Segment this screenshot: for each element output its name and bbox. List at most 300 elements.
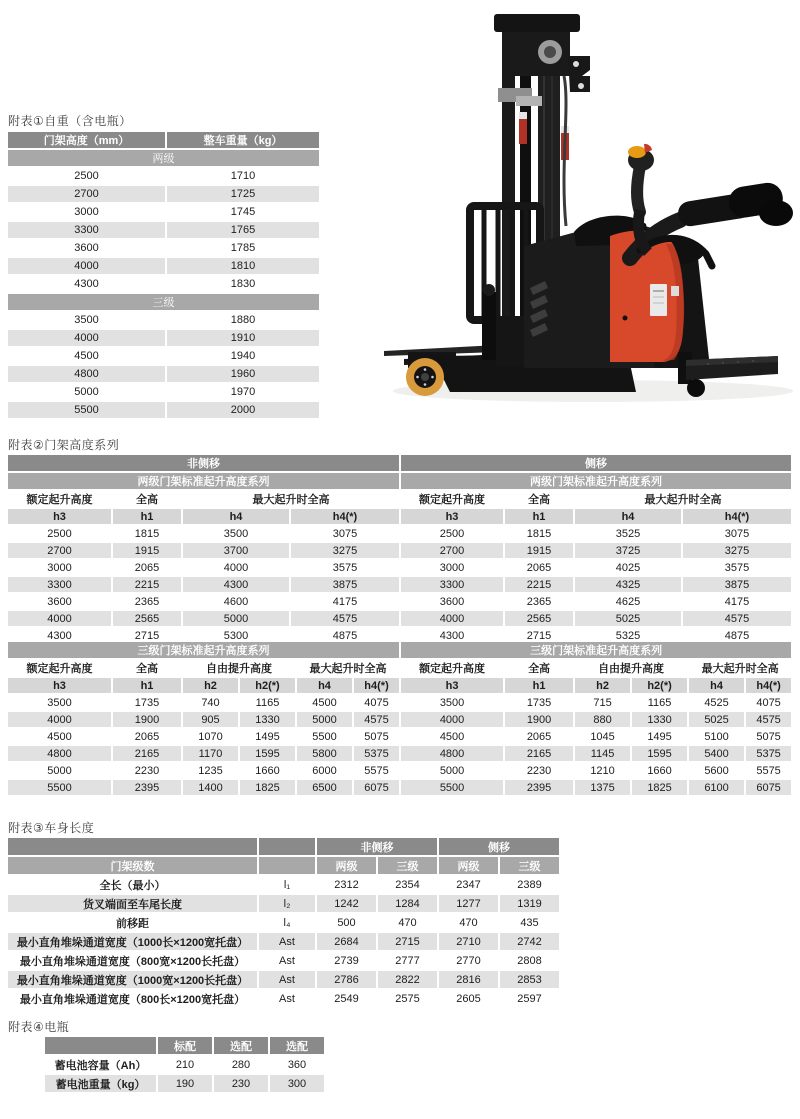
table-cell: 5025: [688, 711, 745, 728]
table-cell: 2575: [377, 989, 438, 1008]
table-cell: 1165: [631, 694, 688, 711]
col-header-row: [8, 490, 792, 508]
drive-wheel: [406, 358, 444, 396]
table-cell: 3300: [8, 576, 112, 593]
sub-header: h4(*): [682, 508, 792, 525]
sub-header: h2: [574, 677, 631, 694]
table-cell: 2700: [8, 542, 112, 559]
table-row: [8, 970, 560, 989]
table-cell: 2500: [400, 525, 504, 542]
table-cell: 2700: [8, 185, 166, 203]
group-header: 侧移: [438, 838, 560, 856]
table-cell: 1900: [504, 711, 574, 728]
table-cell: 最小直角堆垛通道宽度（800长×1200宽托盘）: [8, 989, 258, 1008]
table-cell: 1710: [166, 167, 320, 185]
table-cell: 2715: [504, 627, 574, 644]
table-cell: 2816: [438, 970, 499, 989]
col-header: 最大起升时全高: [688, 659, 792, 677]
sub-header: h4: [296, 677, 353, 694]
table-cell: 5300: [182, 627, 290, 644]
table-row: [8, 913, 560, 932]
table-cell: 1330: [631, 711, 688, 728]
table-cell: 4000: [8, 610, 112, 627]
series-header-row: [8, 472, 792, 490]
table-cell: 2777: [377, 951, 438, 970]
table-cell: 230: [213, 1074, 269, 1093]
table-cell: 1745: [166, 203, 320, 221]
table-cell: 1900: [112, 711, 182, 728]
table-cell: 货叉端面至车尾长度: [8, 894, 258, 913]
table-cell: 3000: [8, 203, 166, 221]
table-row: [8, 311, 320, 329]
table-cell: 3075: [682, 525, 792, 542]
table-cell: 2395: [504, 779, 574, 796]
col-header: 额定起升高度: [400, 659, 504, 677]
table-cell: 1915: [504, 542, 574, 559]
section-row: [8, 149, 320, 167]
table-row: [8, 525, 792, 542]
table-cell: 470: [377, 913, 438, 932]
sub-header: 两级: [316, 856, 377, 875]
table-cell: 2389: [499, 875, 560, 894]
sub-header-row: [8, 677, 792, 694]
sub-header: 三级: [377, 856, 438, 875]
section-label: 两级: [8, 149, 320, 167]
table-cell: 1660: [239, 762, 296, 779]
table-cell: 5000: [400, 762, 504, 779]
header-cell-empty: [258, 856, 316, 875]
table-cell: 5600: [688, 762, 745, 779]
table-row: [8, 559, 792, 576]
table-cell: 880: [574, 711, 631, 728]
table-cell: 5075: [745, 728, 792, 745]
table-cell: 1170: [182, 745, 239, 762]
col-header: 最大起升时全高: [574, 490, 792, 508]
table-cell: 4075: [745, 694, 792, 711]
table-row: [8, 593, 792, 610]
table-cell: 4000: [8, 257, 166, 275]
mast-height-title: 附表②门架高度系列: [8, 438, 120, 452]
sub-header: h3: [8, 508, 112, 525]
table-cell: 2822: [377, 970, 438, 989]
table-cell: 最小直角堆垛通道宽度（1000宽×1200长托盘）: [8, 970, 258, 989]
col-header: 全高: [112, 659, 182, 677]
table-cell: 3700: [182, 542, 290, 559]
table-row: [8, 711, 792, 728]
table-cell: 1242: [316, 894, 377, 913]
table-cell: 1375: [574, 779, 631, 796]
header-cell-empty: [45, 1037, 157, 1055]
table-cell: Ast: [258, 932, 316, 951]
table-cell: 4525: [688, 694, 745, 711]
body-length-table: [8, 838, 561, 1009]
sub-header: h4: [182, 508, 290, 525]
table-cell: 6500: [296, 779, 353, 796]
table-cell: 1595: [239, 745, 296, 762]
table-cell: 2739: [316, 951, 377, 970]
table-cell: 1970: [166, 383, 320, 401]
sub-header: h1: [112, 677, 182, 694]
series-header: 两级门架标准起升高度系列: [8, 472, 400, 490]
table-cell: Ast: [258, 989, 316, 1008]
table-cell: 2065: [112, 728, 182, 745]
table-cell: 2000: [166, 401, 320, 419]
table-cell: 5100: [688, 728, 745, 745]
table-cell: 5375: [353, 745, 400, 762]
table-cell: 6075: [745, 779, 792, 796]
table-cell: 3500: [182, 525, 290, 542]
table-cell: 4300: [8, 627, 112, 644]
table-row: [8, 762, 792, 779]
table-cell: 210: [157, 1055, 213, 1074]
table-cell: 4500: [8, 347, 166, 365]
table-cell: 4175: [290, 593, 400, 610]
table-row: [8, 894, 560, 913]
table-cell: 1235: [182, 762, 239, 779]
table-cell: 5500: [296, 728, 353, 745]
sub-header: h3: [400, 677, 504, 694]
table-cell: 4800: [8, 745, 112, 762]
table-cell: 2215: [112, 576, 182, 593]
table-cell: 1070: [182, 728, 239, 745]
table-cell: 2347: [438, 875, 499, 894]
table-cell: 4875: [290, 627, 400, 644]
table-cell: 1145: [574, 745, 631, 762]
table-row: [8, 542, 792, 559]
table-cell: 2565: [504, 610, 574, 627]
row-header: 门架级数: [8, 856, 258, 875]
table-cell: 5000: [8, 762, 112, 779]
table-cell: 6075: [353, 779, 400, 796]
table-cell: 2354: [377, 875, 438, 894]
table-row: [8, 610, 792, 627]
table-cell: 5500: [400, 779, 504, 796]
table-cell: 1400: [182, 779, 239, 796]
table-cell: 2742: [499, 932, 560, 951]
table-cell: 3525: [574, 525, 682, 542]
col-header-row: [8, 659, 792, 677]
table-cell: 5400: [688, 745, 745, 762]
table-cell: 1880: [166, 311, 320, 329]
table-cell: 1660: [631, 762, 688, 779]
table-cell: 4175: [682, 593, 792, 610]
table-cell: 4025: [574, 559, 682, 576]
table-cell: l₂: [258, 894, 316, 913]
table-cell: 3600: [8, 593, 112, 610]
table-cell: 3000: [8, 559, 112, 576]
sub-header: 两级: [438, 856, 499, 875]
col-header: 全高: [504, 659, 574, 677]
table-cell: 5325: [574, 627, 682, 644]
table-cell: 2549: [316, 989, 377, 1008]
table-cell: 2786: [316, 970, 377, 989]
table-row: [45, 1055, 325, 1074]
table-cell: 2597: [499, 989, 560, 1008]
sub-header: h3: [400, 508, 504, 525]
table-cell: 715: [574, 694, 631, 711]
table-cell: 3075: [290, 525, 400, 542]
table-cell: 1277: [438, 894, 499, 913]
table-cell: 4500: [400, 728, 504, 745]
table-cell: 1785: [166, 239, 320, 257]
table-cell: 1815: [112, 525, 182, 542]
table-cell: 4500: [296, 694, 353, 711]
col-header: 自由提升高度: [182, 659, 296, 677]
table-cell: 1330: [239, 711, 296, 728]
table-cell: 1165: [239, 694, 296, 711]
table-cell: 2500: [8, 525, 112, 542]
table-cell: 3875: [682, 576, 792, 593]
series-header: 三级门架标准起升高度系列: [8, 642, 400, 659]
table-cell: 5500: [8, 401, 166, 419]
table-row: [8, 694, 792, 711]
group-header: 侧移: [400, 455, 792, 472]
table-cell: 3575: [290, 559, 400, 576]
table-cell: 4800: [8, 365, 166, 383]
battery-table: [45, 1037, 326, 1094]
sub-header: 三级: [499, 856, 560, 875]
table-cell: Ast: [258, 951, 316, 970]
table-cell: 5075: [353, 728, 400, 745]
table-cell: 3500: [400, 694, 504, 711]
sub-header-row: [8, 508, 792, 525]
table-cell: 300: [269, 1074, 325, 1093]
table-cell: 2684: [316, 932, 377, 951]
table-cell: 4300: [182, 576, 290, 593]
col-header: 整车重量（kg）: [166, 132, 320, 149]
table-cell: 最小直角堆垛通道宽度（1000长×1200宽托盘）: [8, 932, 258, 951]
table-row: [8, 728, 792, 745]
table-cell: 280: [213, 1055, 269, 1074]
table-cell: 3575: [682, 559, 792, 576]
table-cell: 4000: [400, 610, 504, 627]
self-weight-title: 附表①自重（含电瓶）: [8, 114, 132, 128]
table-cell: 3275: [682, 542, 792, 559]
series-header: 三级门架标准起升高度系列: [400, 642, 792, 659]
table-cell: 1735: [112, 694, 182, 711]
table-row: [45, 1074, 325, 1093]
col-header: 选配: [213, 1037, 269, 1055]
table-cell: 5000: [8, 383, 166, 401]
col-header: 额定起升高度: [8, 659, 112, 677]
table-cell: 全长（最小）: [8, 875, 258, 894]
table-cell: 5025: [574, 610, 682, 627]
table-cell: 3275: [290, 542, 400, 559]
table-cell: 4000: [8, 711, 112, 728]
sub-header: h4(*): [290, 508, 400, 525]
col-header: 标配: [157, 1037, 213, 1055]
table-cell: 1725: [166, 185, 320, 203]
col-header: 最大起升时全高: [182, 490, 400, 508]
table-cell: 2605: [438, 989, 499, 1008]
group-header-row: [8, 455, 792, 472]
sub-header: h1: [504, 677, 574, 694]
table-cell: 3500: [8, 694, 112, 711]
sub-header: h2(*): [239, 677, 296, 694]
table-row: [8, 329, 320, 347]
table-cell: 1915: [112, 542, 182, 559]
table-cell: 5800: [296, 745, 353, 762]
sub-header: h2(*): [631, 677, 688, 694]
table-row: [8, 951, 560, 970]
table-cell: 1960: [166, 365, 320, 383]
table-cell: 2312: [316, 875, 377, 894]
group-header-row: [8, 838, 560, 856]
table-cell: 4000: [8, 329, 166, 347]
col-header: 全高: [504, 490, 574, 508]
table-row: [8, 745, 792, 762]
table-cell: 4625: [574, 593, 682, 610]
mast-height-three-stage-table: [8, 642, 793, 797]
table-cell: 4325: [574, 576, 682, 593]
series-header: 两级门架标准起升高度系列: [400, 472, 792, 490]
section-row: [8, 293, 320, 311]
table-cell: 1495: [239, 728, 296, 745]
table-row: [8, 779, 792, 796]
group-header: 非侧移: [8, 455, 400, 472]
table-cell: 1210: [574, 762, 631, 779]
table-row: [8, 576, 792, 593]
table-cell: 4875: [682, 627, 792, 644]
table-cell: 1319: [499, 894, 560, 913]
table-row: [8, 239, 320, 257]
table-cell: 2365: [504, 593, 574, 610]
table-cell: 1810: [166, 257, 320, 275]
table-cell: 2165: [112, 745, 182, 762]
table-cell: 500: [316, 913, 377, 932]
table-cell: 2770: [438, 951, 499, 970]
table-cell: l₁: [258, 875, 316, 894]
table-row: [8, 203, 320, 221]
table-cell: 1595: [631, 745, 688, 762]
table-cell: 470: [438, 913, 499, 932]
table-cell: 2715: [377, 932, 438, 951]
sub-header: h4(*): [745, 677, 792, 694]
table-cell: 5500: [8, 779, 112, 796]
col-header: 全高: [112, 490, 182, 508]
table-cell: 2165: [504, 745, 574, 762]
table-cell: 4575: [353, 711, 400, 728]
table-cell: 1910: [166, 329, 320, 347]
sub-header: h2: [182, 677, 239, 694]
table-row: [8, 257, 320, 275]
table-row: [8, 347, 320, 365]
table-cell: 2808: [499, 951, 560, 970]
table-cell: 4575: [290, 610, 400, 627]
col-header: 门架高度（mm）: [8, 132, 166, 149]
table-cell: 4000: [400, 711, 504, 728]
sub-header: h1: [504, 508, 574, 525]
header-cell-empty: [8, 838, 258, 856]
table-row: [8, 167, 320, 185]
table-cell: 2065: [112, 559, 182, 576]
table-cell: 1830: [166, 275, 320, 293]
table-cell: 1940: [166, 347, 320, 365]
table-cell: 3725: [574, 542, 682, 559]
table-cell: 2065: [504, 559, 574, 576]
table-row: [8, 383, 320, 401]
table-cell: 最小直角堆垛通道宽度（800宽×1200长托盘）: [8, 951, 258, 970]
col-header: 选配: [269, 1037, 325, 1055]
table-header-row: [45, 1037, 325, 1055]
table-cell: Ast: [258, 970, 316, 989]
table-cell: 2715: [112, 627, 182, 644]
table-cell: 4600: [182, 593, 290, 610]
table-cell: 2710: [438, 932, 499, 951]
table-cell: 4075: [353, 694, 400, 711]
table-cell: 3600: [8, 239, 166, 257]
table-cell: 1825: [631, 779, 688, 796]
table-cell: 435: [499, 913, 560, 932]
table-cell: 5575: [353, 762, 400, 779]
table-cell: 2065: [504, 728, 574, 745]
table-cell: 2395: [112, 779, 182, 796]
sub-header: h3: [8, 677, 112, 694]
col-header: 额定起升高度: [400, 490, 504, 508]
table-cell: 2230: [504, 762, 574, 779]
table-cell: 190: [157, 1074, 213, 1093]
sub-header: h4(*): [353, 677, 400, 694]
table-cell: 4500: [8, 728, 112, 745]
battery-title: 附表④电瓶: [8, 1020, 70, 1034]
forklift-photo: [378, 0, 800, 410]
table-cell: 5375: [745, 745, 792, 762]
table-cell: 3500: [8, 311, 166, 329]
table-cell: l₄: [258, 913, 316, 932]
table-cell: 5000: [296, 711, 353, 728]
table-cell: 6000: [296, 762, 353, 779]
table-row: [8, 401, 320, 419]
group-header: 非侧移: [316, 838, 438, 856]
table-cell: 3000: [400, 559, 504, 576]
sub-header: h1: [112, 508, 182, 525]
table-cell: 2230: [112, 762, 182, 779]
body-length-title: 附表③车身长度: [8, 821, 95, 835]
table-cell: 1765: [166, 221, 320, 239]
col-header: 额定起升高度: [8, 490, 112, 508]
table-cell: 2500: [8, 167, 166, 185]
table-row: [8, 989, 560, 1008]
table-cell: 1045: [574, 728, 631, 745]
mast-height-two-stage-table: [8, 455, 793, 645]
sub-header: h4: [574, 508, 682, 525]
table-cell: 3875: [290, 576, 400, 593]
table-cell: 4575: [745, 711, 792, 728]
table-cell: 1495: [631, 728, 688, 745]
section-label: 三级: [8, 293, 320, 311]
table-cell: 4300: [400, 627, 504, 644]
table-cell: 4000: [182, 559, 290, 576]
sub-header-row: [8, 856, 560, 875]
col-header: 自由提升高度: [574, 659, 688, 677]
series-header-row: [8, 642, 792, 659]
table-cell: 前移距: [8, 913, 258, 932]
table-cell: 4300: [8, 275, 166, 293]
table-cell: 1825: [239, 779, 296, 796]
table-row: [8, 275, 320, 293]
table-cell: 2700: [400, 542, 504, 559]
header-cell-empty: [258, 838, 316, 856]
table-row: [8, 221, 320, 239]
table-cell: 6100: [688, 779, 745, 796]
table-cell: 2565: [112, 610, 182, 627]
table-cell: 蓄电池容量（Ah）: [45, 1055, 157, 1074]
table-cell: 3300: [400, 576, 504, 593]
table-row: [8, 932, 560, 951]
sub-header: h4: [688, 677, 745, 694]
table-cell: 4800: [400, 745, 504, 762]
table-header-row: [8, 132, 320, 149]
